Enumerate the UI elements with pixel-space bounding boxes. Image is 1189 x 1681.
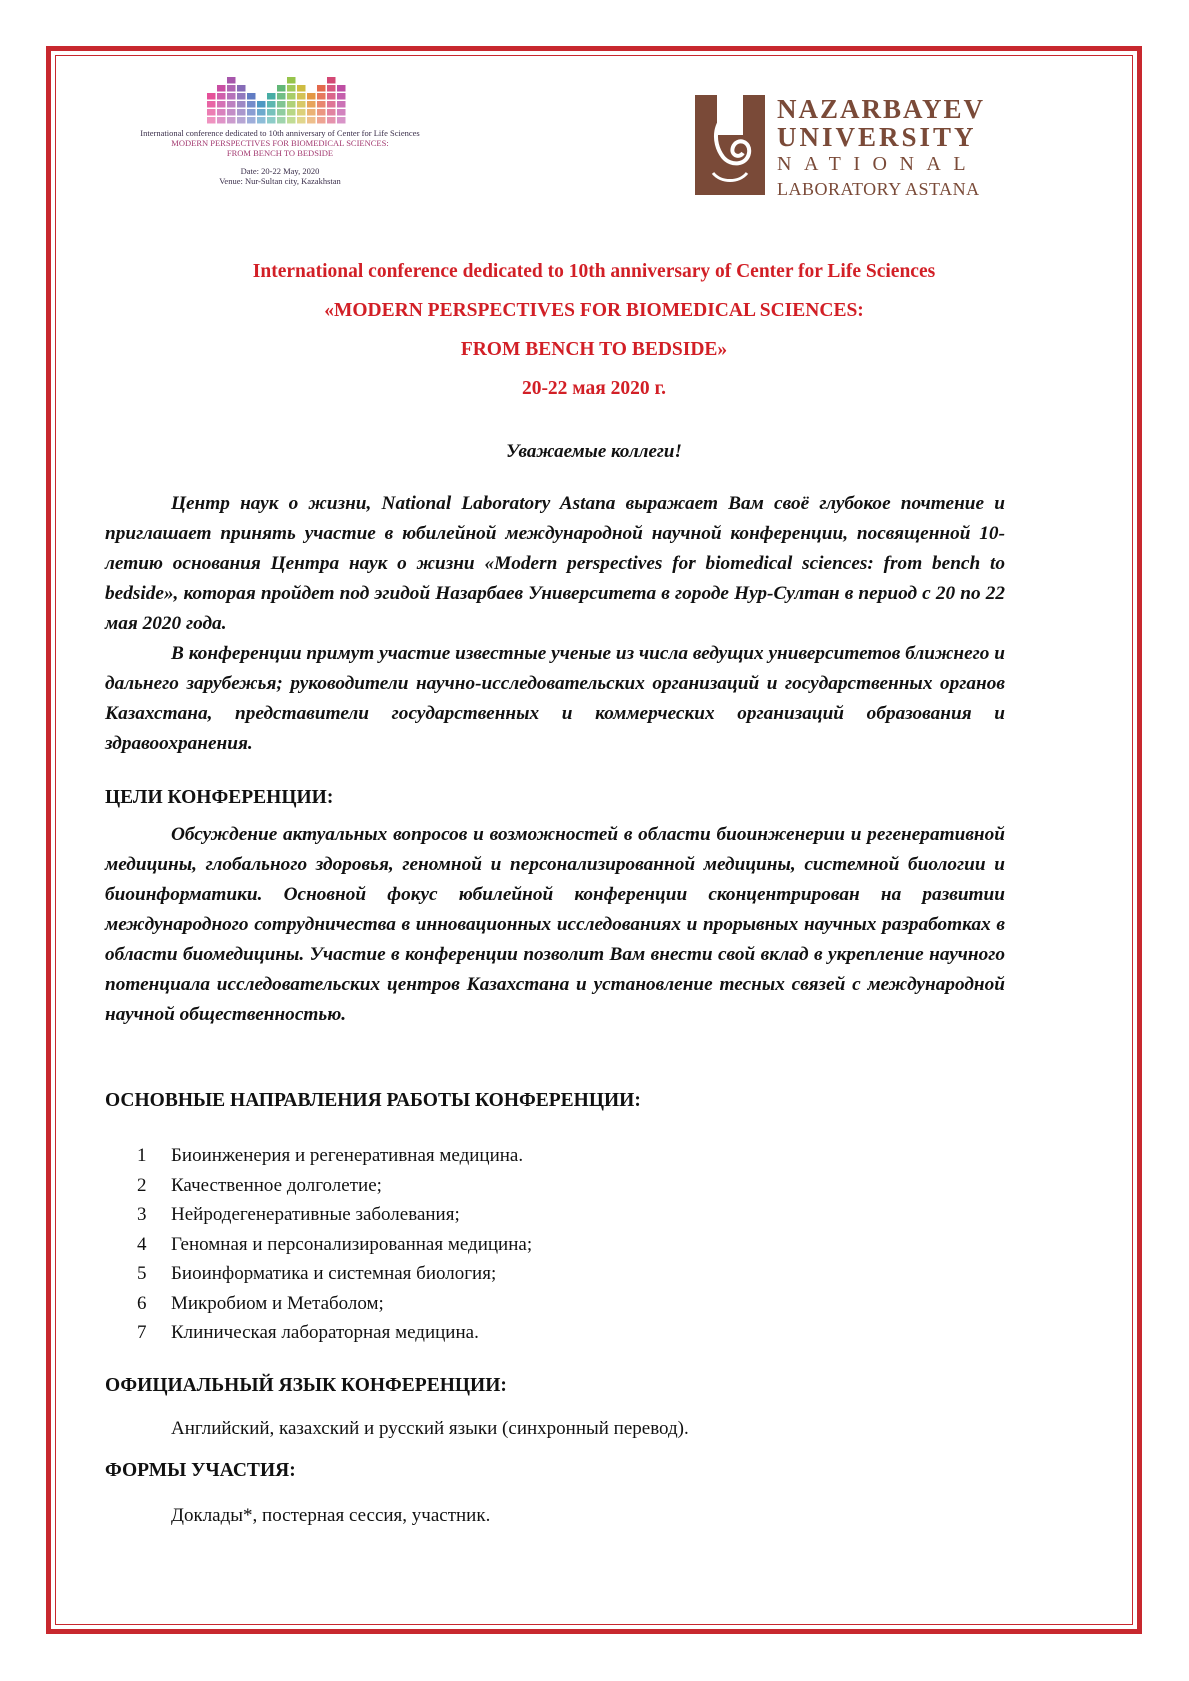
logo-mosaic-tile: [257, 101, 266, 108]
logo-mosaic-tile: [257, 117, 266, 124]
logo-mosaic-tile: [237, 85, 246, 92]
logo-left-venue: Venue: Nur-Sultan city, Kazakhstan: [219, 176, 341, 186]
nu-line2: UNIVERSITY: [777, 122, 977, 152]
logo-mosaic-tile: [247, 117, 256, 124]
logo-mosaic-tile: [217, 117, 226, 124]
logo-mosaic-tile: [207, 101, 216, 108]
logo-mosaic-tile: [327, 117, 336, 124]
logo-mosaic-tile: [277, 85, 286, 92]
logo-mosaic-tile: [237, 101, 246, 108]
logo-mosaic-tile: [297, 109, 306, 116]
logo-mosaic-tile: [227, 85, 236, 92]
list-item-text: Биоинформатика и системная биология;: [171, 1263, 497, 1284]
logo-mosaic-tile: [247, 109, 256, 116]
logo-mosaic-tile: [337, 93, 346, 100]
document-page: [55, 55, 1133, 1625]
list-item-text: Нейродегенеративные заболевания;: [171, 1204, 460, 1225]
logo-mosaic-tile: [267, 117, 276, 124]
logo-mosaic-tile: [227, 93, 236, 100]
logo-mosaic-tile: [297, 85, 306, 92]
directions-heading: ОСНОВНЫЕ НАПРАВЛЕНИЯ РАБОТЫ КОНФЕРЕНЦИИ:: [105, 1090, 641, 1111]
logo-mosaic-tile: [317, 117, 326, 124]
language-heading: ОФИЦИАЛЬНЫЙ ЯЗЫК КОНФЕРЕНЦИИ:: [105, 1375, 507, 1396]
list-item-number: 3: [137, 1204, 147, 1225]
nu-line4: LABORATORY ASTANA: [777, 179, 980, 199]
logo-left-line3: FROM BENCH TO BEDSIDE: [226, 148, 334, 158]
logo-mosaic-tile: [327, 85, 336, 92]
logo-mosaic-tile: [217, 85, 226, 92]
header-line1: International conference dedicated to 10th anniversary of Center for Life Sciences: [252, 261, 936, 282]
logo-mosaic-tile: [337, 117, 346, 124]
logo-mosaic-tile: [227, 101, 236, 108]
logo-mosaic-tile: [287, 109, 296, 116]
list-item-number: 6: [137, 1292, 147, 1314]
logo-mosaic-tile: [307, 109, 316, 116]
logo-mosaic-tile: [247, 101, 256, 108]
list-item: [137, 1234, 532, 1264]
logo-mosaic-tile: [307, 93, 316, 100]
conference-logo: [135, 73, 425, 186]
logo-mosaic-tile: [317, 101, 326, 108]
logo-mosaic-tile: [227, 77, 236, 84]
list-item-number: 4: [137, 1233, 147, 1255]
list-item-number: 1: [137, 1145, 147, 1166]
logo-mosaic-tile: [317, 93, 326, 100]
logo-mosaic-tile: [207, 109, 216, 116]
conference-logo-mark: [205, 73, 355, 128]
nu-line3: NATIONAL: [777, 153, 979, 175]
logo-mosaic-tile: [207, 93, 216, 100]
logo-mosaic-tile: [287, 85, 296, 92]
list-item-number: 2: [137, 1174, 147, 1196]
logo-mosaic-tile: [287, 77, 296, 84]
forms-text: Доклады*, постерная сессия, участник.: [171, 1505, 491, 1526]
logo-mosaic-tile: [337, 85, 346, 92]
logo-mosaic-tile: [277, 93, 286, 100]
list-item-text: Геномная и персонализированная медицина;: [171, 1233, 533, 1255]
logo-mosaic-tile: [287, 117, 296, 124]
logo-mosaic-tile: [217, 101, 226, 108]
logo-mosaic-tile: [267, 109, 276, 116]
logo-mosaic-tile: [267, 101, 276, 108]
list-item: [137, 1204, 532, 1234]
logo-mosaic-tile: [287, 93, 296, 100]
list-item-text: Клиническая лабораторная медицина.: [171, 1322, 479, 1343]
logo-mosaic-tile: [277, 109, 286, 116]
list-item-number: 5: [137, 1263, 147, 1284]
header-subtitle: FROM BENCH TO BEDSIDE»: [460, 339, 728, 360]
logo-mosaic-tile: [237, 117, 246, 124]
logo-mosaic-tile: [327, 101, 336, 108]
logo-mosaic-tile: [297, 117, 306, 124]
directions-list: [137, 1145, 532, 1352]
intro-paragraph-2: В конференции примут участие известные ученые из числа ведущих университетов ближнего и дальнего зарубежья; руководители научно-исследовательских организаций и государственных органов Казахстана, представители государственных и коммерческих организаций образования и здравоохранения.: [105, 643, 1005, 754]
logo-mosaic-tile: [327, 109, 336, 116]
logo-mosaic-tile: [257, 109, 266, 116]
logo-mosaic-tile: [227, 109, 236, 116]
logo-mosaic-tile: [327, 93, 336, 100]
goals-paragraph: Обсуждение актуальных вопросов и возможностей в области биоинженерии и регенеративной медицины, глобального здоровья, геномной и персонализированной медицины, системной биологии и биоинформатики. Основной фокус юбилейной конференции сконцентрирован на развитии международного сотрудничества в инновационных исследованиях и прорывных научных разработках в области биомедицины. Участие в конференции позволит Вам внести свой вклад в укрепление научного потенциала исследовательских центров Казахстана и установление тесных связей с международной научной общественностью.: [105, 824, 1005, 1025]
header-title: «MODERN PERSPECTIVES FOR BIOMEDICAL SCIENCES:: [324, 300, 864, 321]
nazarbayev-logo: [695, 95, 1035, 205]
goals-heading: ЦЕЛИ КОНФЕРЕНЦИИ:: [105, 787, 334, 808]
logo-mosaic-tile: [317, 85, 326, 92]
logo-mosaic-tile: [227, 117, 236, 124]
logo-left-line2: MODERN PERSPECTIVES FOR BIOMEDICAL SCIENCES:: [171, 138, 389, 148]
list-item: [137, 1322, 532, 1352]
header-date: 20-22 мая 2020 г.: [521, 378, 667, 399]
logo-mosaic-tile: [297, 93, 306, 100]
list-item-text: Биоинженерия и регенеративная медицина.: [171, 1145, 524, 1166]
nu-emblem-icon: [695, 95, 765, 195]
logo-mosaic-tile: [327, 77, 336, 84]
logo-mosaic-tile: [287, 101, 296, 108]
list-item-number: 7: [137, 1322, 147, 1343]
logo-mosaic-tile: [207, 117, 216, 124]
list-item-text: Микробиом и Метаболом;: [171, 1292, 384, 1314]
nu-wordmark: [777, 95, 985, 201]
list-item: [137, 1175, 532, 1205]
logo-mosaic-tile: [337, 109, 346, 116]
logo-mosaic-tile: [307, 117, 316, 124]
logo-left-date: Date: 20-22 May, 2020: [240, 166, 320, 176]
list-item: [137, 1145, 532, 1175]
greeting: Уважаемые коллеги!: [506, 441, 682, 462]
logo-mosaic-tile: [317, 109, 326, 116]
logo-mosaic-tile: [297, 101, 306, 108]
logo-mosaic-tile: [307, 101, 316, 108]
logo-mosaic-tile: [217, 109, 226, 116]
list-item: [137, 1293, 532, 1323]
nu-line1: NAZARBAYEV: [777, 94, 986, 124]
logo-mosaic-tile: [267, 93, 276, 100]
logo-mosaic-tile: [277, 101, 286, 108]
logo-left-line1: International conference dedicated to 10th anniversary of Center for Life Sciences: [140, 128, 420, 138]
language-text: Английский, казахский и русский языки (синхронный перевод).: [171, 1418, 689, 1439]
intro-paragraph-1: Центр наук о жизни, National Laboratory Astana выражает Вам своё глубокое почтение и приглашает принять участие в юбилейной международной научной конференции, посвященной 10-летию основания Центра наук о жизни «Modern perspectives for biomedical sciences: from bench to bedside», которая пройдет под эгидой Назарбаев Университета в городе Нур-Султан в период с 20 по 22 мая 2020 года.: [105, 493, 1005, 634]
logo-mosaic-tile: [337, 101, 346, 108]
logo-mosaic-tile: [237, 93, 246, 100]
logo-mosaic-tile: [247, 93, 256, 100]
logo-mosaic-tile: [237, 109, 246, 116]
logo-mosaic-tile: [277, 117, 286, 124]
list-item: [137, 1263, 532, 1293]
forms-heading: ФОРМЫ УЧАСТИЯ:: [105, 1460, 296, 1481]
list-item-text: Качественное долголетие;: [171, 1174, 382, 1196]
logo-mosaic-tile: [217, 93, 226, 100]
